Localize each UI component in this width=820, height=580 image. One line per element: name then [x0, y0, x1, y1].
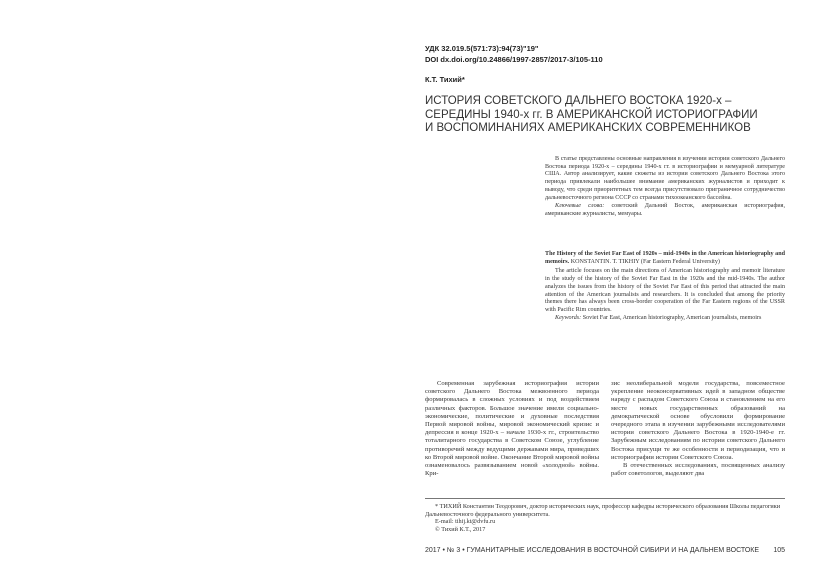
footnote: [425, 503, 785, 533]
udc-code: УДК 32.019.5(571:73):94(73)"19": [425, 44, 539, 53]
abstract-en-text: The article focuses on the main directions of American historiography and memoir literature in the study of the history of the Soviet Far East in the 1920s and the mid-1940s. The author analyzes the issues from the history of the Soviet Far East of this period that attracted the main attention of the American journalists and researchers. It is concluded that among the priority themes there has always been cross-border cooperation of the Far Eastern regions of the USSR with Pacific Rim countries.: [545, 268, 785, 313]
abstract-russian: [545, 156, 785, 219]
page-number: 105: [773, 547, 785, 554]
author-name: К.Т. Тихий*: [425, 75, 465, 84]
body-column-left: [425, 380, 599, 478]
footnote-author-info: * ТИХИЙ Константин Теодорович, доктор исторических наук, профессор кафедры исторического образования Школы педагогики Дальневосточного федерального университета.: [425, 503, 781, 518]
body-column-right: [611, 380, 785, 478]
abstract-en-author: KONSTANTIN. T. TIKHIY (Far Eastern Federal University): [569, 258, 720, 265]
keywords-en-text: Soviet Far East, American historiography, American journalists, memoirs: [581, 314, 762, 321]
abstract-ru-text: В статье представлены основные направления в изучении истории советского Дальнего Востока периода 1920-х – середины 1940-х гг. в историографии и мемуарной литературе США. Автор анализирует, какие сюжеты из истории советского Дальнего Востока этого периода привлекали наибольшее внимание американских журналистов и приходит к выводу, что среди приоритетных тем всегда присутствовало приграничное сотрудничество дальневосточного региона СССР со странами тихоокеанского бассейна.: [545, 156, 785, 201]
keywords-en-label: Keywords:: [555, 314, 582, 321]
keywords-ru: [545, 203, 785, 218]
keywords-ru-label: Ключевые слова:: [555, 203, 605, 210]
body-paragraph: В отечественных исследованиях, посвященных анализу работ советологов, выделяют два: [611, 462, 785, 478]
keywords-en: [545, 315, 785, 323]
footnote-divider: [425, 498, 785, 499]
title-line: ИСТОРИЯ СОВЕТСКОГО ДАЛЬНЕГО ВОСТОКА 1920-х –: [425, 95, 732, 107]
journal-name: 2017 • № 3 • ГУМАНИТАРНЫЕ ИССЛЕДОВАНИЯ В ВОСТОЧНОЙ СИБИРИ И НА ДАЛЬНЕМ ВОСТОКЕ: [425, 547, 760, 554]
doi-link[interactable]: DOI dx.doi.org/10.24866/1997-2857/2017-3/105-110: [425, 55, 603, 64]
body-paragraph: зис неолиберальной модели государства, повсеместное укрепление неоконсервативных идей в западном обществе наряду с распадом Советского Союза и становлением на его месте новых государственных образований на демократической основе обусловили формирование очередного этапа в изучении зарубежными исследователями истории советского Дальнего Востока в 1920-1940-е гг. Зарубежным исследованиям по истории советского Дальнего Востока присущи те же особенности и периодизация, что и историографии истории Советского Союза.: [611, 380, 785, 461]
title-line: СЕРЕДИНЫ 1940-х гг. В АМЕРИКАНСКОЙ ИСТОРИОГРАФИИ: [425, 108, 758, 121]
abstract-english: [545, 251, 785, 322]
footnote-email[interactable]: E-mail: tihij.kt@dvfu.ru: [435, 518, 496, 526]
article-title: [425, 95, 785, 136]
keywords-ru-text: советский Дальний Восток, американская историография, американские журналисты, мемуары.: [545, 203, 785, 217]
footnote-copyright: © Тихий К.Т., 2017: [435, 525, 486, 533]
body-paragraph: Современная зарубежная историография истории советского Дальнего Востока межвоенного периода формировалась в сложных условиях и под воздействием различных факторов. Большое значение имели социально-экономические, политические и духовные последствия Первой мировой войны, мировой экономический кризис и депрессия в конце 1920-х – начале 1930-х гг., строительство тоталитарного государства в Советском Союзе, углубление противоречий между ведущими державами мира, приведших ко Второй мировой войне. Окончание Второй мировой войны ознаменовалось развязыванием новой «холодной» войны. Кри-: [425, 380, 599, 478]
abstract-en-title: The History of the Soviet Far East of 1920s – mid-1940s in the American historiography and memoirs.: [545, 251, 785, 265]
page-footer: [425, 547, 785, 554]
abstract-en-heading: [545, 251, 785, 266]
title-line: И ВОСПОМИНАНИЯХ АМЕРИКАНСКИХ СОВРЕМЕННИКОВ: [425, 122, 751, 134]
